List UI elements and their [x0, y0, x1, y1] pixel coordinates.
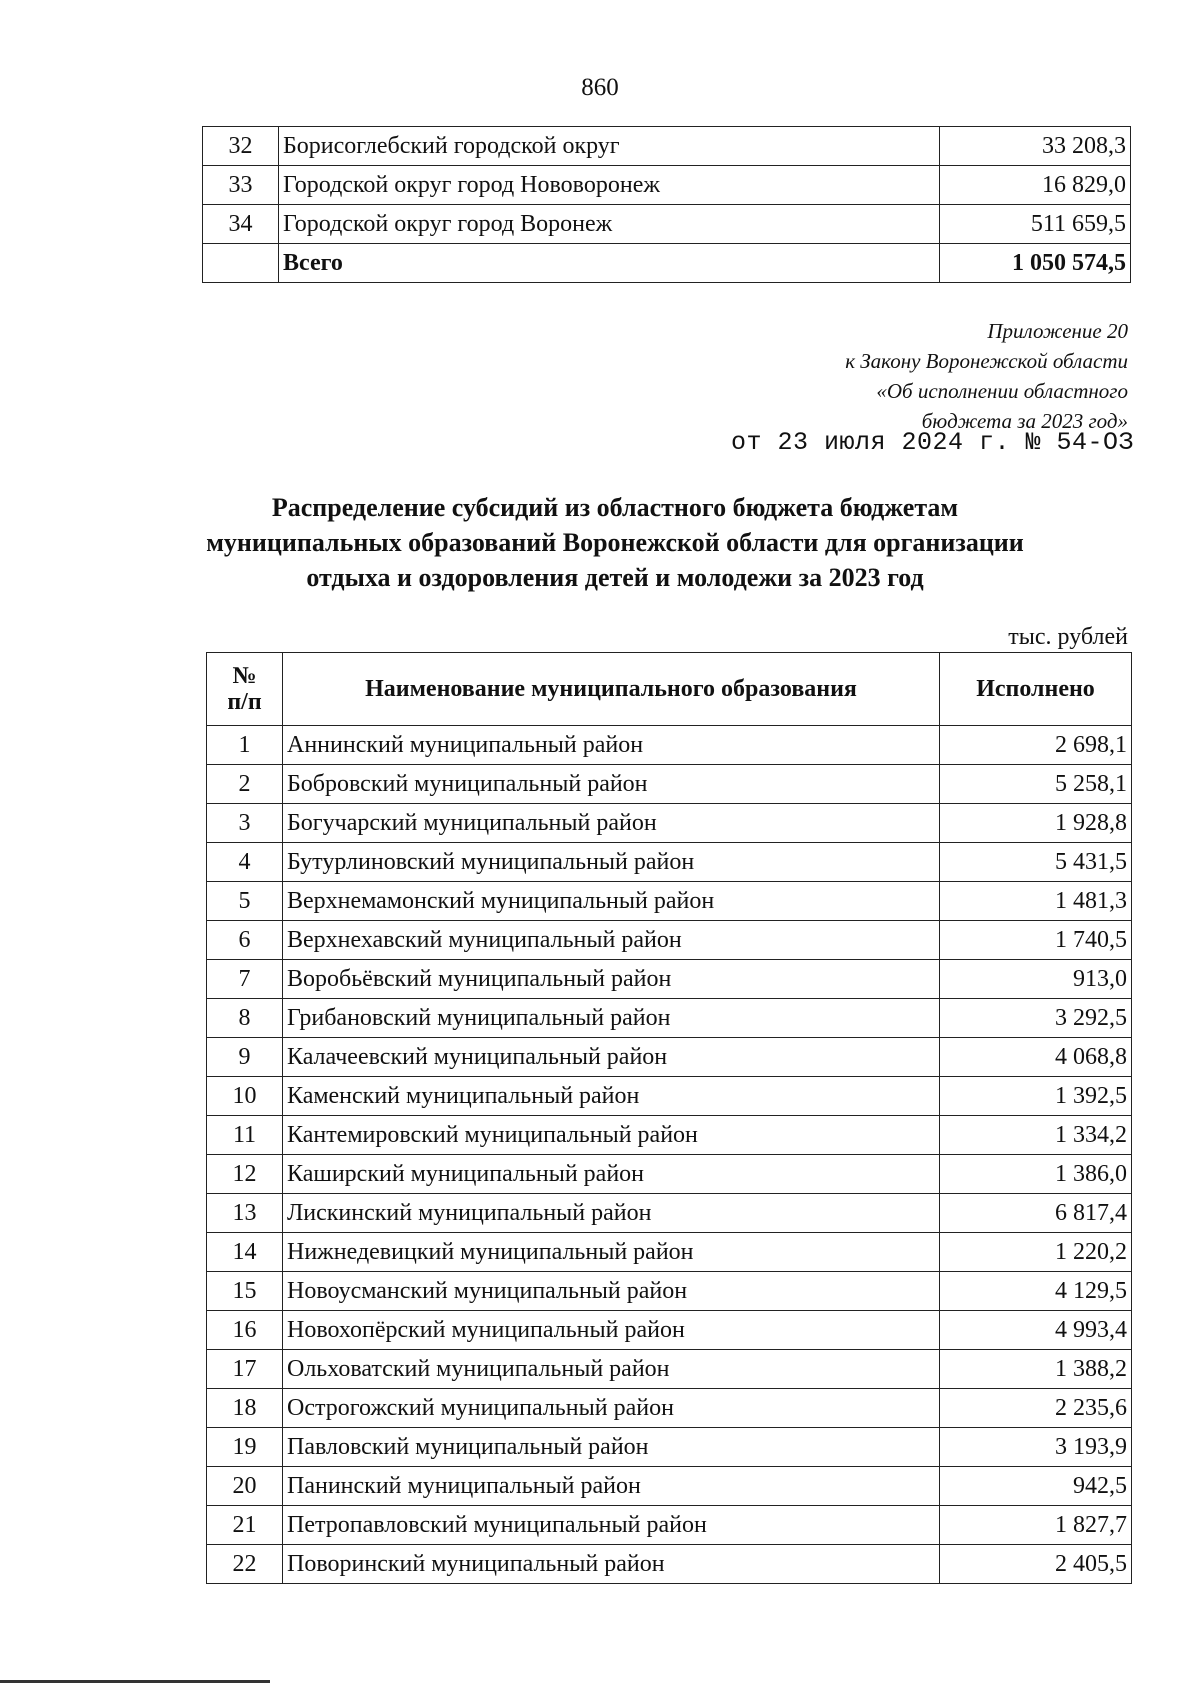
row-number: 20	[207, 1467, 283, 1506]
municipality-name: Панинский муниципальный район	[283, 1467, 940, 1506]
appendix-line-3: «Об исполнении областного	[876, 379, 1128, 403]
table-row	[207, 882, 1132, 921]
row-value: 1 388,2	[940, 1350, 1132, 1389]
table-row	[207, 1194, 1132, 1233]
row-number: 21	[207, 1506, 283, 1545]
municipality-name: Городской округ город Нововоронеж	[279, 166, 940, 205]
subsidy-table	[206, 652, 1132, 1584]
row-number: 4	[207, 843, 283, 882]
table-row	[207, 765, 1132, 804]
row-number: 10	[207, 1077, 283, 1116]
table-row	[207, 843, 1132, 882]
municipality-name: Борисоглебский городской округ	[279, 127, 940, 166]
table-row	[207, 1077, 1132, 1116]
municipality-name: Павловский муниципальный район	[283, 1428, 940, 1467]
continued-table-body	[203, 127, 1131, 283]
row-value: 511 659,5	[940, 205, 1131, 244]
total-label: Всего	[279, 244, 940, 283]
law-date-stamp: от 23 июля 2024 г. № 54-ОЗ	[731, 428, 1135, 457]
row-value: 16 829,0	[940, 166, 1131, 205]
row-value: 33 208,3	[940, 127, 1131, 166]
municipality-name: Верхнемамонский муниципальный район	[283, 882, 940, 921]
row-number: 7	[207, 960, 283, 999]
row-number: 5	[207, 882, 283, 921]
table-row	[207, 804, 1132, 843]
table-row	[207, 1428, 1132, 1467]
municipality-name: Поворинский муниципальный район	[283, 1545, 940, 1584]
municipality-name: Петропавловский муниципальный район	[283, 1506, 940, 1545]
row-value: 5 431,5	[940, 843, 1132, 882]
row-value: 2 698,1	[940, 726, 1132, 765]
appendix-line-4: бюджета за 2023 год»	[921, 409, 1128, 433]
row-number: 34	[203, 205, 279, 244]
municipality-name: Калачеевский муниципальный район	[283, 1038, 940, 1077]
row-value: 1 481,3	[940, 882, 1132, 921]
row-value: 5 258,1	[940, 765, 1132, 804]
header-value: Исполнено	[940, 653, 1132, 726]
row-value: 1 827,7	[940, 1506, 1132, 1545]
row-number: 9	[207, 1038, 283, 1077]
row-number: 12	[207, 1155, 283, 1194]
total-empty-cell	[203, 244, 279, 283]
appendix-line-2: к Закону Воронежской области	[845, 349, 1128, 373]
municipality-name: Аннинский муниципальный район	[283, 726, 940, 765]
row-value: 1 928,8	[940, 804, 1132, 843]
table-row	[207, 999, 1132, 1038]
municipality-name: Грибановский муниципальный район	[283, 999, 940, 1038]
appendix-block	[845, 316, 1128, 436]
municipality-name: Каменский муниципальный район	[283, 1077, 940, 1116]
table-row	[207, 1350, 1132, 1389]
row-number: 14	[207, 1233, 283, 1272]
row-number: 2	[207, 765, 283, 804]
table-row	[207, 1272, 1132, 1311]
row-value: 4 993,4	[940, 1311, 1132, 1350]
municipality-name: Богучарский муниципальный район	[283, 804, 940, 843]
municipality-name: Острогожский муниципальный район	[283, 1389, 940, 1428]
row-number: 11	[207, 1116, 283, 1155]
table-row	[207, 1545, 1132, 1584]
row-value: 3 292,5	[940, 999, 1132, 1038]
header-num	[207, 653, 283, 726]
row-value: 913,0	[940, 960, 1132, 999]
municipality-name: Кантемировский муниципальный район	[283, 1116, 940, 1155]
municipality-name: Новоусманский муниципальный район	[283, 1272, 940, 1311]
row-value: 1 740,5	[940, 921, 1132, 960]
municipality-name: Воробьёвский муниципальный район	[283, 960, 940, 999]
header-num-line-1: №	[232, 662, 257, 689]
table-header-row	[207, 653, 1132, 726]
table-row	[207, 1116, 1132, 1155]
title-line-3: отдыха и оздоровления детей и молодежи за 2023 год	[306, 563, 924, 592]
total-value: 1 050 574,5	[940, 244, 1131, 283]
header-name: Наименование муниципального образования	[283, 653, 940, 726]
row-number: 3	[207, 804, 283, 843]
row-value: 6 817,4	[940, 1194, 1132, 1233]
appendix-line-1: Приложение 20	[987, 319, 1128, 343]
row-value: 2 405,5	[940, 1545, 1132, 1584]
unit-label: тыс. рублей	[1008, 624, 1128, 650]
header-num-line-2: п/п	[227, 689, 262, 715]
municipality-name: Новохопёрский муниципальный район	[283, 1311, 940, 1350]
row-value: 1 392,5	[940, 1077, 1132, 1116]
table-row	[207, 960, 1132, 999]
document-title	[150, 490, 1080, 595]
municipality-name: Нижнедевицкий муниципальный район	[283, 1233, 940, 1272]
municipality-name: Лискинский муниципальный район	[283, 1194, 940, 1233]
table-row	[203, 127, 1131, 166]
row-number: 17	[207, 1350, 283, 1389]
total-row	[203, 244, 1131, 283]
row-number: 6	[207, 921, 283, 960]
row-number: 32	[203, 127, 279, 166]
municipality-name: Бутурлиновский муниципальный район	[283, 843, 940, 882]
row-number: 16	[207, 1311, 283, 1350]
row-number: 19	[207, 1428, 283, 1467]
row-number: 33	[203, 166, 279, 205]
row-number: 15	[207, 1272, 283, 1311]
table-row	[207, 1467, 1132, 1506]
municipality-name: Каширский муниципальный район	[283, 1155, 940, 1194]
table-row	[203, 205, 1131, 244]
table-row	[207, 1389, 1132, 1428]
table-row	[207, 1506, 1132, 1545]
footer-divider	[0, 1680, 270, 1683]
table-row	[207, 726, 1132, 765]
table-row	[207, 921, 1132, 960]
row-value: 2 235,6	[940, 1389, 1132, 1428]
row-value: 1 386,0	[940, 1155, 1132, 1194]
row-value: 1 334,2	[940, 1116, 1132, 1155]
table-row	[203, 166, 1131, 205]
page-number: 860	[581, 74, 619, 101]
table-row	[207, 1233, 1132, 1272]
row-number: 1	[207, 726, 283, 765]
municipality-name: Городской округ город Воронеж	[279, 205, 940, 244]
row-number: 18	[207, 1389, 283, 1428]
table-row	[207, 1038, 1132, 1077]
row-value: 3 193,9	[940, 1428, 1132, 1467]
table-row	[207, 1155, 1132, 1194]
subsidy-table-body	[207, 726, 1132, 1584]
municipality-name: Ольховатский муниципальный район	[283, 1350, 940, 1389]
title-line-2: муниципальных образований Воронежской области для организации	[206, 528, 1024, 557]
row-number: 22	[207, 1545, 283, 1584]
row-value: 1 220,2	[940, 1233, 1132, 1272]
row-number: 8	[207, 999, 283, 1038]
municipality-name: Верхнехавский муниципальный район	[283, 921, 940, 960]
row-value: 4 129,5	[940, 1272, 1132, 1311]
municipality-name: Бобровский муниципальный район	[283, 765, 940, 804]
row-value: 942,5	[940, 1467, 1132, 1506]
row-number: 13	[207, 1194, 283, 1233]
row-value: 4 068,8	[940, 1038, 1132, 1077]
continued-table	[202, 126, 1131, 283]
title-line-1: Распределение субсидий из областного бюджета бюджетам	[271, 493, 959, 522]
table-row	[207, 1311, 1132, 1350]
